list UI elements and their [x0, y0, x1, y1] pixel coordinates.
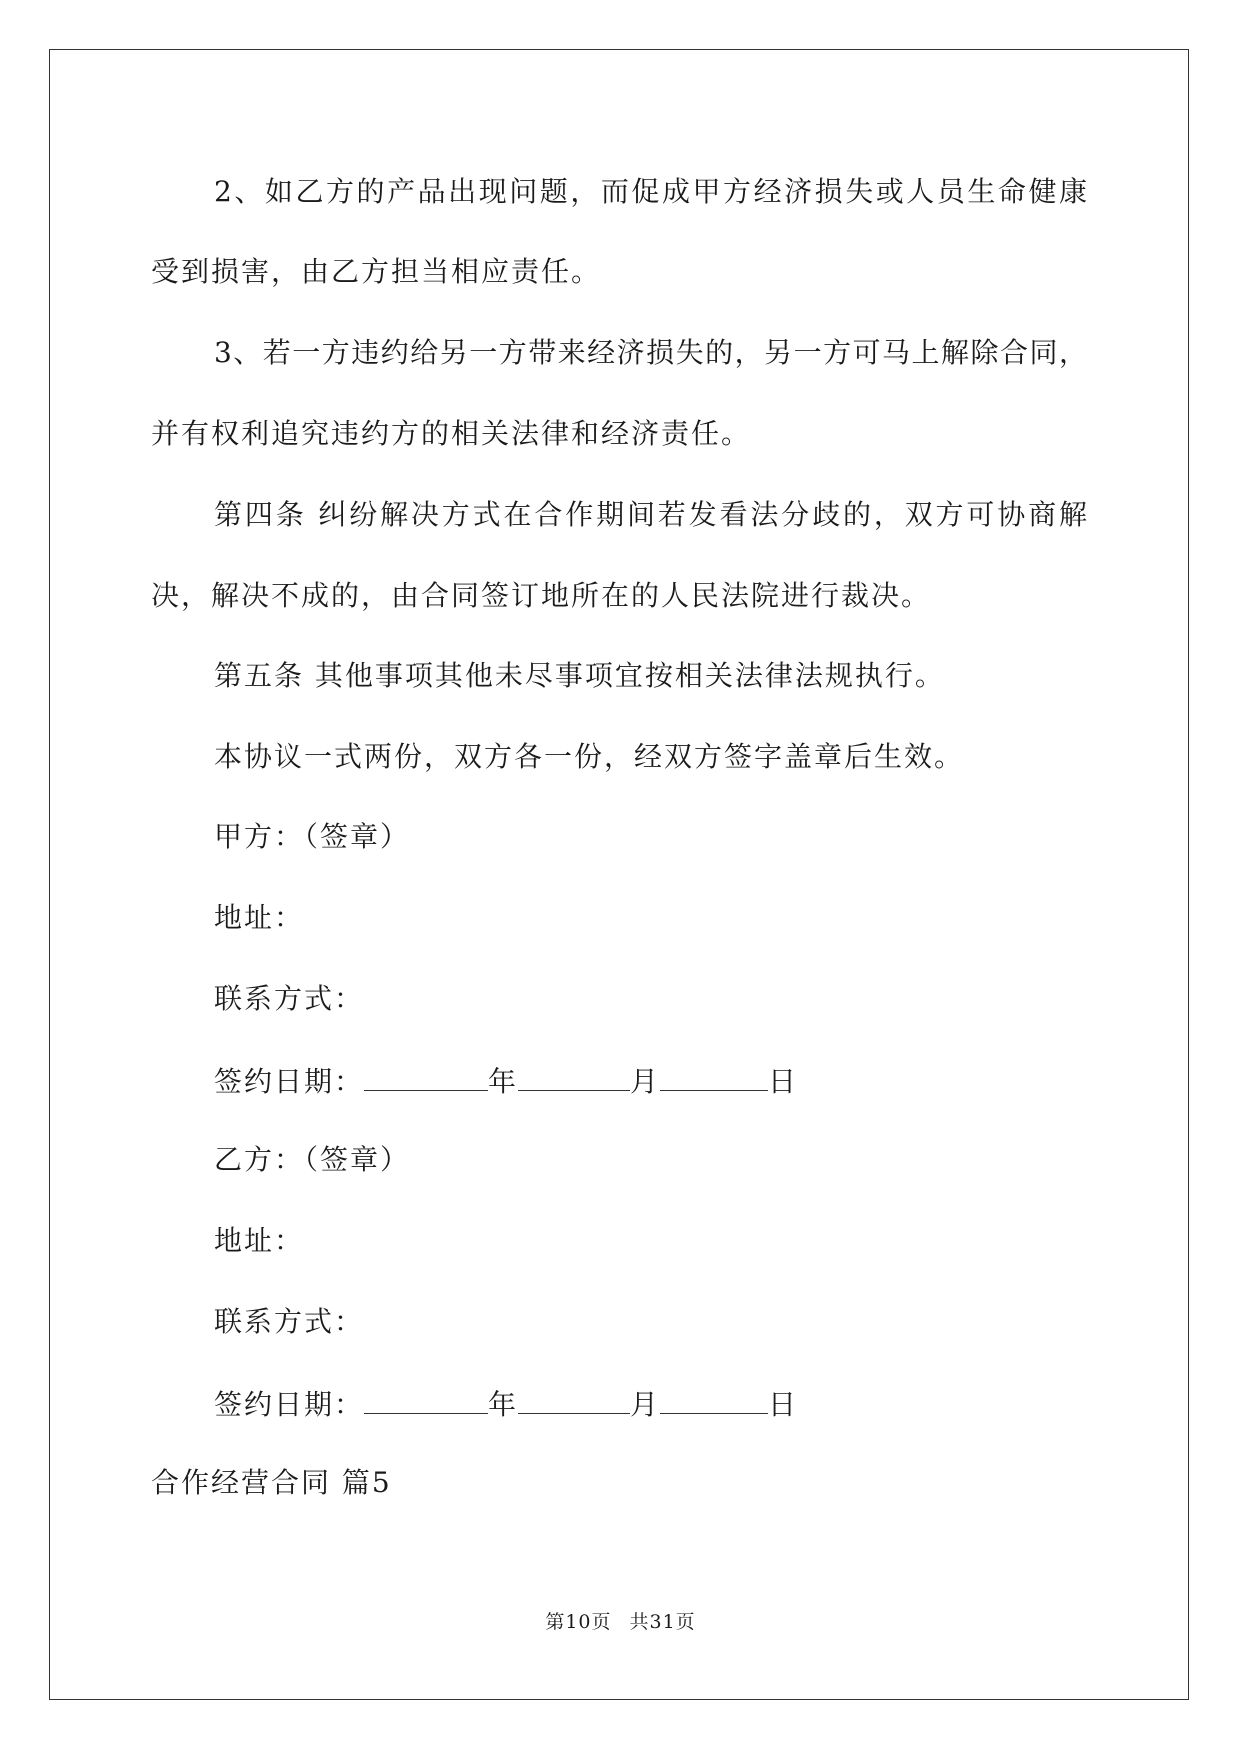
page-footer	[0, 1610, 1241, 1634]
total-pages: 共31页	[629, 1611, 696, 1633]
day-blank	[660, 1383, 768, 1414]
party-a-signing-date	[214, 1060, 798, 1102]
party-b-contact: 联系方式：	[214, 1305, 365, 1338]
party-b-signature: 乙方：（签章）	[214, 1143, 411, 1176]
current-page: 第10页	[545, 1611, 612, 1633]
month-blank	[518, 1383, 630, 1414]
agreement-copies-note: 本协议一式两份，双方各一份，经双方签字盖章后生效。	[214, 740, 965, 773]
year-blank	[364, 1060, 488, 1091]
article-4-line-2: 决，解决不成的，由合同签订地所在的人民法院进行裁决。	[151, 579, 932, 612]
party-a-signature: 甲方：（签章）	[214, 820, 411, 853]
month-label: 月	[630, 1065, 661, 1098]
party-b-signing-date	[214, 1383, 798, 1425]
party-a-contact: 联系方式：	[214, 982, 365, 1015]
month-blank	[518, 1060, 630, 1091]
paragraph-clause-3-line-2: 并有权利追究违约方的相关法律和经济责任。	[151, 417, 752, 450]
day-label: 日	[768, 1065, 799, 1098]
article-4-line-1: 第四条 纠纷解决方式在合作期间若发看法分歧的，双方可协商解	[214, 498, 1087, 531]
month-label: 月	[630, 1388, 661, 1421]
section-heading: 合作经营合同 篇5	[151, 1466, 392, 1499]
signing-date-label: 签约日期：	[214, 1388, 365, 1421]
year-label: 年	[488, 1388, 519, 1421]
paragraph-clause-3-line-1: 3、若一方违约给另一方带来经济损失的，另一方可马上解除合同，	[214, 336, 1087, 369]
party-b-address: 地址：	[214, 1224, 305, 1257]
article-5: 第五条 其他事项其他未尽事项宜按相关法律法规执行。	[214, 659, 945, 692]
year-blank	[364, 1383, 488, 1414]
year-label: 年	[488, 1065, 519, 1098]
day-blank	[660, 1060, 768, 1091]
paragraph-clause-2-line-1: 2、如乙方的产品出现问题，而促成甲方经济损失或人员生命健康	[214, 175, 1087, 208]
paragraph-clause-2-line-2: 受到损害，由乙方担当相应责任。	[151, 255, 602, 288]
party-a-address: 地址：	[214, 901, 305, 934]
page-border	[49, 49, 1189, 1700]
day-label: 日	[768, 1388, 799, 1421]
signing-date-label: 签约日期：	[214, 1065, 365, 1098]
